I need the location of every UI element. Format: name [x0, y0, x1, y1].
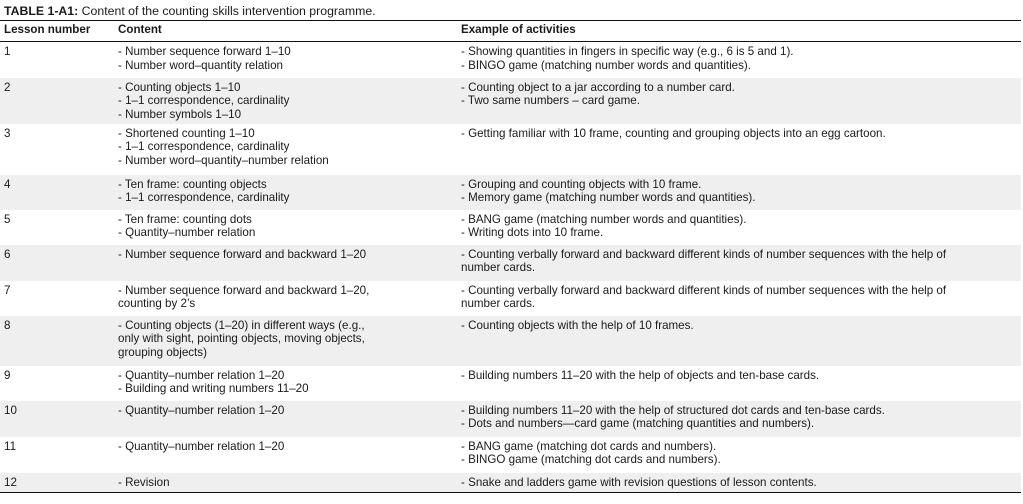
content-cell: - Ten frame: counting dots - Quantity–number relation	[118, 212, 256, 239]
activities-cell: - BANG game (matching dot cards and numbers). - BINGO game (matching dot cards and numbers).	[461, 439, 721, 466]
header-content: Content	[114, 21, 457, 42]
table-caption	[4, 3, 376, 19]
activities-cell: - Getting familiar with 10 frame, counting and grouping objects into an egg cartoon.	[461, 126, 886, 140]
table-row	[0, 281, 1021, 316]
content-cell: - Number sequence forward and backward 1–20	[114, 245, 457, 281]
content-cell: - Ten frame: counting objects - 1–1 correspondence, cardinality	[114, 175, 457, 210]
table-row	[0, 210, 1021, 245]
lesson-number-cell: 1	[4, 45, 11, 58]
activities-cell: - Showing quantities in fingers in specific way (e.g., 6 is 5 and 1). - BINGO game (matching number words and quantities).	[461, 45, 794, 72]
content-cell: - Quantity–number relation 1–20	[118, 439, 285, 453]
header-lesson-number: Lesson number	[0, 21, 114, 42]
lesson-number-cell: 5	[4, 212, 11, 226]
lesson-number-cell: 3	[4, 126, 11, 140]
content-cell: - Quantity–number relation 1–20	[114, 401, 457, 437]
table-row	[0, 437, 1021, 473]
lesson-number-cell: 11	[4, 439, 17, 453]
table-caption-text: Content of the counting skills intervention programme.	[78, 4, 376, 18]
table-row	[0, 366, 1021, 401]
activities-cell: - Building numbers 11–20 with the help of structured dot cards and ten-base cards. - Dots and numbers—card game (matching quantities and numbers).	[457, 401, 1021, 437]
activities-cell: - Counting verbally forward and backward different kinds of number sequences with the help of number cards.	[457, 245, 1021, 281]
table-row	[0, 124, 1021, 175]
content-cell: - Quantity–number relation 1–20 - Building and writing numbers 11–20	[118, 368, 309, 395]
table-row	[0, 473, 1021, 493]
lesson-number-cell: 4	[0, 175, 114, 210]
lesson-number-cell: 8	[0, 316, 114, 366]
counting-programme-table	[0, 20, 1021, 493]
activities-cell: - Snake and ladders game with revision questions of lesson contents.	[457, 473, 1021, 493]
lesson-number-cell: 12	[0, 473, 114, 493]
activities-cell: - Grouping and counting objects with 10 frame. - Memory game (matching number words and quantities).	[457, 175, 1021, 210]
header-example-activities: Example of activities	[457, 21, 1021, 42]
content-cell: - Shortened counting 1–10 - 1–1 correspondence, cardinality - Number word–quantity–number relation	[118, 126, 329, 167]
table-row	[0, 245, 1021, 281]
content-cell: - Number sequence forward 1–10 - Number word–quantity relation	[118, 45, 291, 72]
table-row	[0, 175, 1021, 210]
lesson-number-cell: 7	[4, 283, 11, 297]
lesson-number-cell: 2	[0, 78, 114, 124]
content-cell: - Counting objects (1–20) in different ways (e.g., only with sight, pointing objects, moving objects, grouping objects)	[114, 316, 457, 366]
activities-cell: - Building numbers 11–20 with the help of objects and ten-base cards.	[461, 368, 820, 382]
content-cell: - Counting objects 1–10 - 1–1 correspondence, cardinality - Number symbols 1–10	[114, 78, 457, 124]
activities-cell: - Counting verbally forward and backward different kinds of number sequences with the help of number cards.	[461, 283, 947, 310]
table-row	[0, 78, 1021, 124]
table-row	[0, 42, 1021, 78]
activities-cell: - Counting objects with the help of 10 frames.	[457, 316, 1021, 366]
table-row	[0, 316, 1021, 366]
lesson-number-cell: 6	[0, 245, 114, 281]
lesson-number-cell: 9	[4, 368, 11, 382]
lesson-number-cell: 10	[0, 401, 114, 437]
activities-cell: - BANG game (matching number words and quantities). - Writing dots into 10 frame.	[461, 212, 747, 239]
content-cell: - Revision	[114, 473, 457, 493]
table-header-row	[0, 21, 1021, 42]
content-cell: - Number sequence forward and backward 1–20, counting by 2’s	[118, 283, 370, 310]
table-caption-label: TABLE 1-A1:	[4, 4, 79, 18]
table-row	[0, 401, 1021, 437]
activities-cell: - Counting object to a jar according to a number card. - Two same numbers – card game.	[457, 78, 1021, 124]
